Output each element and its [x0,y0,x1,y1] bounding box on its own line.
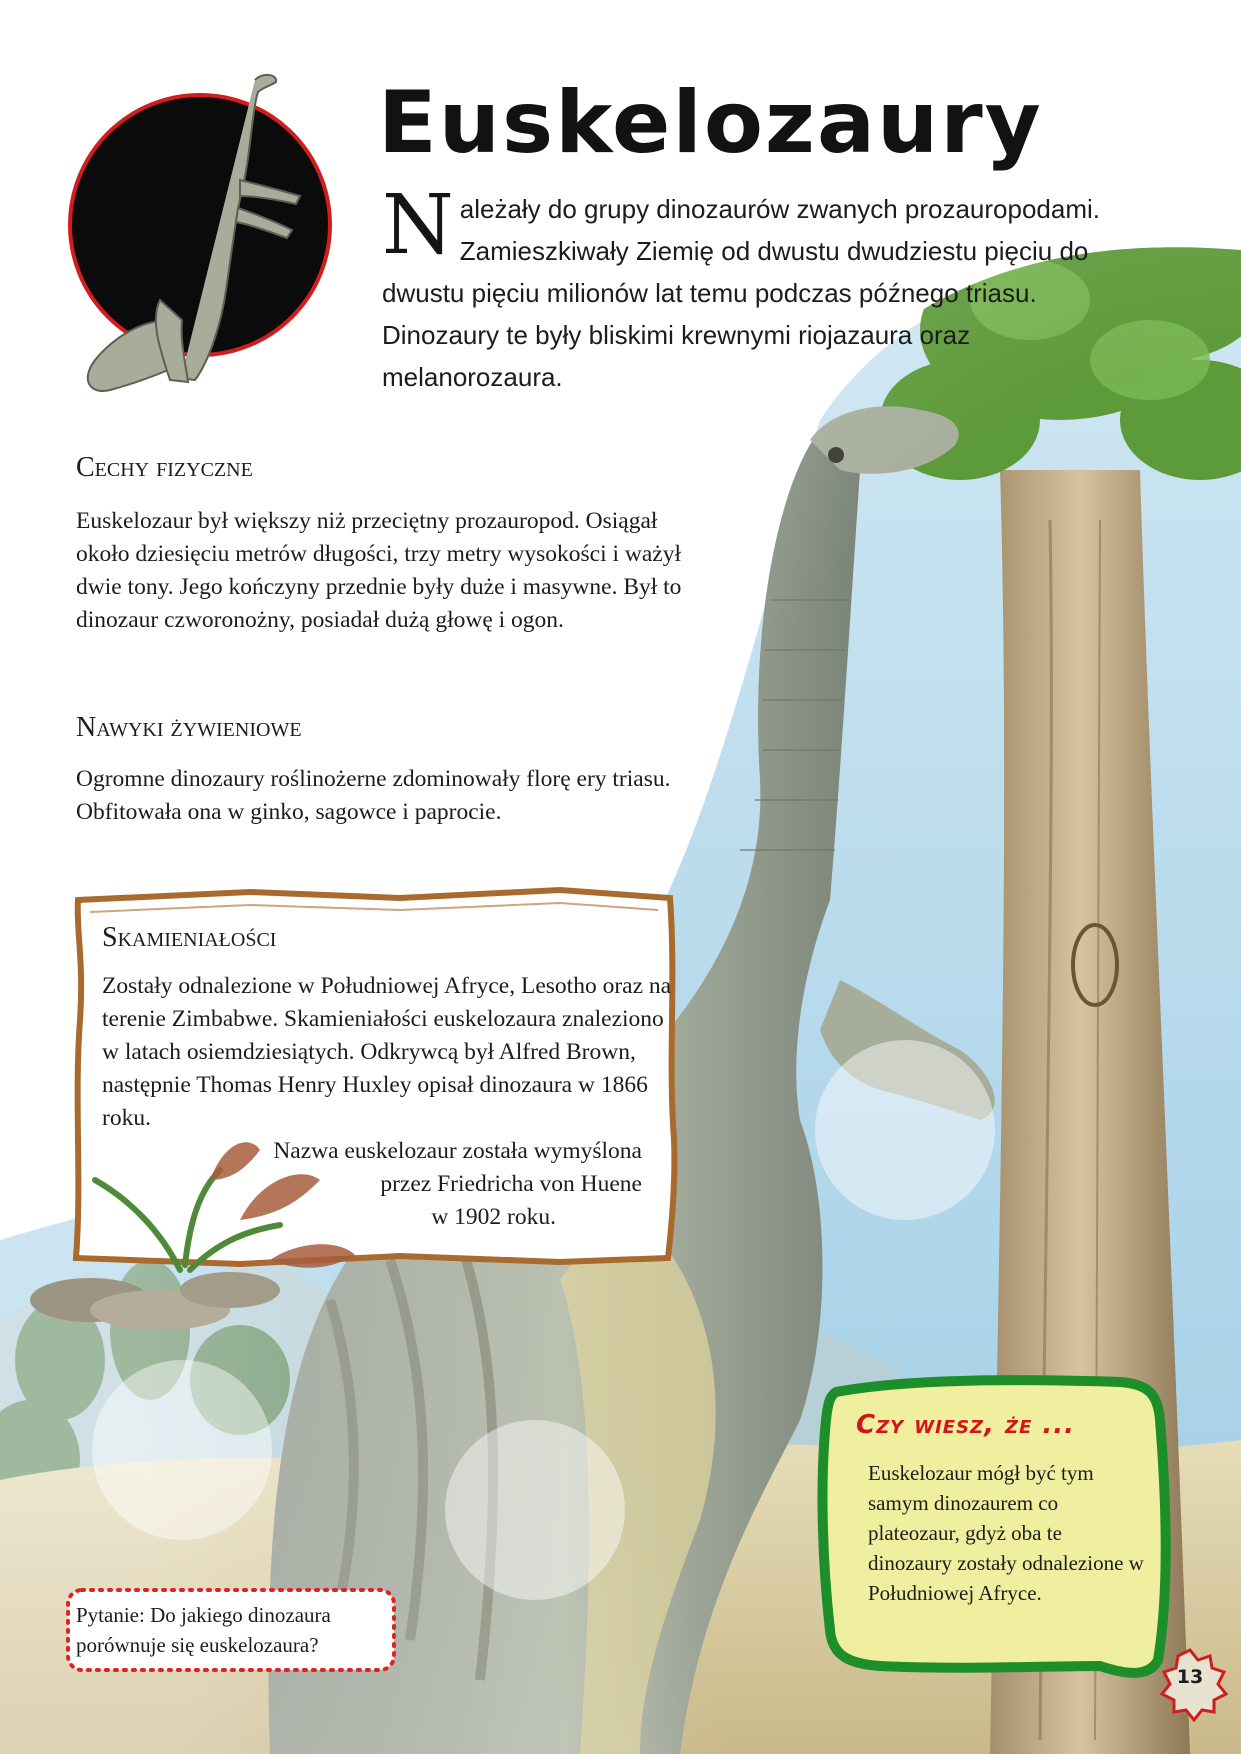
did-you-know-title: Czy wiesz, że ... [856,1410,1076,1440]
physical-text: Euskelozaur był większy niż przeciętny prozauropod. Osiągał około dziesięciu metrów długości, trzy metry wysokości i ważył dwie tony. Jego kończyny przednie były duże i masywne. Był to dinozaur czworonożny, posiadał dużą głowę i ogon. [76,508,682,633]
intro-text: ależały do grupy dinozaurów zwanych prozauropodami. Zamieszkiwały Ziemię od dwustu dwudziestu pięciu do dwustu pięciu milionów lat temu podczas późnego triasu. Dinozaury te były bliskimi krewnymi riojazaura oraz melanorozaura. [382,194,1100,392]
physical-heading: Cechy fizyczne [76,452,253,483]
page-number: 13 [1176,1666,1204,1688]
fossils-text-end-3: w 1902 roku. [431,1204,556,1230]
intro-paragraph [382,178,1102,398]
page-title: Euskelozaury [378,73,1043,173]
question-box-text: Pytanie: Do jakiego dinozaura porównuje się euskelozaura? [76,1603,331,1657]
feeding-heading: Nawyki żywieniowe [76,712,302,743]
fossils-text [102,970,672,1234]
fossils-heading: Skamieniałości [102,922,277,953]
feeding-text: Ogromne dinozaury roślinożerne zdominowały florę ery triasu. Obfitowała ona w ginko, sagowce i paprocie. [76,766,671,825]
fossils-text-end-2: przez Friedricha von Huene [380,1171,642,1197]
fossils-text-end-1: Nazwa euskelozaur została wymyślona [273,1138,642,1164]
fossils-text-main: Zostały odnalezione w Południowej Afryce, Lesotho oraz na terenie Zimbabwe. Skamieniałości euskelozaura znaleziono w latach osiemdziesiątych. Odkrywcą był Alfred Brown, następnie Thomas Henry Huxley opisał dinozaura w 1866 roku. [102,973,672,1131]
intro-dropcap: N [382,178,454,273]
did-you-know-text: Euskelozaur mógł być tym samym dinozaurem co plateozaur, gdyż oba te dinozaury zostały odnalezione w Południowej Afryce. [868,1461,1144,1605]
